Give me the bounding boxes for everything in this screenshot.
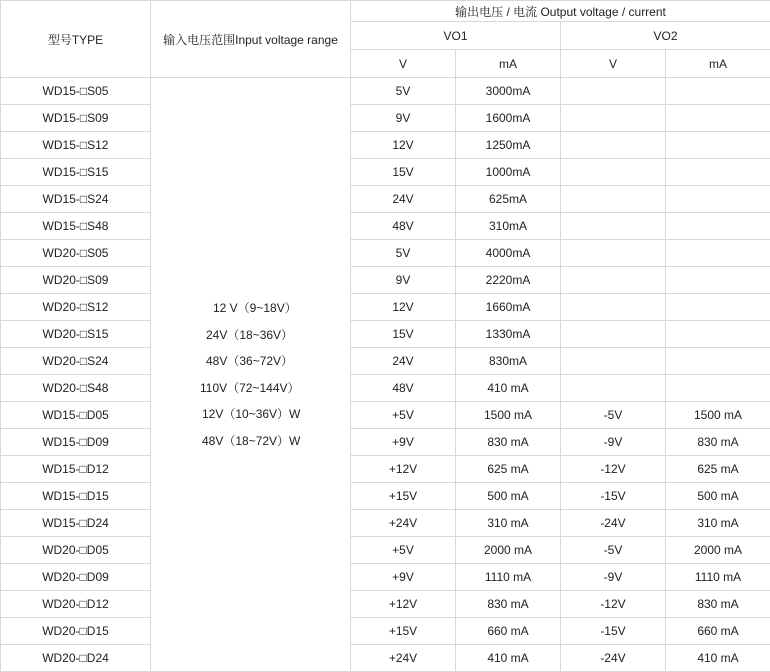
table-row	[1, 429, 770, 456]
vo1-current-cell: 1660mA	[456, 294, 561, 321]
vo2-current-cell: 1500 mA	[666, 402, 770, 429]
model-cell: WD15-□S05	[1, 78, 151, 105]
vo1-header: VO1	[351, 22, 561, 50]
input-voltage-column-header: 输入电压范围Input voltage range	[151, 1, 351, 78]
vo2-current-cell: 660 mA	[666, 618, 770, 645]
vo2-current-cell: 625 mA	[666, 456, 770, 483]
vo2-voltage-cell: -24V	[561, 645, 666, 672]
vo2-current-cell	[666, 348, 770, 375]
vo1-current-cell: 310 mA	[456, 510, 561, 537]
output-column-header: 输出电压 / 电流 Output voltage / current	[351, 1, 770, 22]
vo2-current-cell: 310 mA	[666, 510, 770, 537]
vo1-current-cell: 830 mA	[456, 591, 561, 618]
model-cell: WD20-□S15	[1, 321, 151, 348]
vo1-current-cell: 1250mA	[456, 132, 561, 159]
input-range-item: 24V（18~36V）	[151, 322, 350, 349]
vo1-current-cell: 1500 mA	[456, 402, 561, 429]
vo2-voltage-cell	[561, 78, 666, 105]
input-range-item: 12V（10~36V）W	[151, 401, 350, 428]
model-cell: WD15-□S24	[1, 186, 151, 213]
vo2-header: VO2	[561, 22, 770, 50]
vo2-current-cell: 830 mA	[666, 429, 770, 456]
vo2-voltage-cell: -15V	[561, 483, 666, 510]
vo1-current-cell: 410 mA	[456, 645, 561, 672]
vo2-voltage-cell: -9V	[561, 564, 666, 591]
vo1-current-cell: 660 mA	[456, 618, 561, 645]
table-row	[1, 645, 770, 672]
vo1-voltage-cell: +24V	[351, 645, 456, 672]
vo1-voltage-cell: +24V	[351, 510, 456, 537]
table-header	[1, 1, 770, 78]
vo2-voltage-cell	[561, 213, 666, 240]
vo2-current-cell	[666, 267, 770, 294]
model-cell: WD15-□D09	[1, 429, 151, 456]
model-cell: WD15-□D15	[1, 483, 151, 510]
table-row	[1, 321, 770, 348]
table-row	[1, 456, 770, 483]
table-row	[1, 78, 770, 105]
vo2-voltage-cell	[561, 132, 666, 159]
vo2-current-cell: 1110 mA	[666, 564, 770, 591]
vo1-current-cell: 3000mA	[456, 78, 561, 105]
table-row	[1, 105, 770, 132]
model-cell: WD15-□S48	[1, 213, 151, 240]
model-cell: WD15-□D05	[1, 402, 151, 429]
model-cell: WD15-□D12	[1, 456, 151, 483]
table-row	[1, 618, 770, 645]
table-row	[1, 240, 770, 267]
vo2-voltage-cell	[561, 240, 666, 267]
table-row	[1, 348, 770, 375]
vo2-current-cell	[666, 294, 770, 321]
input-range-item: 12 V（9~18V）	[151, 295, 350, 322]
table-row	[1, 186, 770, 213]
vo2-current-cell	[666, 240, 770, 267]
vo1-current-cell: 1110 mA	[456, 564, 561, 591]
vo2-voltage-cell	[561, 321, 666, 348]
table-row	[1, 294, 770, 321]
table-row	[1, 159, 770, 186]
vo2-current-cell: 500 mA	[666, 483, 770, 510]
vo1-voltage-cell: +9V	[351, 429, 456, 456]
vo1-voltage-cell: 5V	[351, 240, 456, 267]
table-row	[1, 213, 770, 240]
vo1-current-cell: 310mA	[456, 213, 561, 240]
vo1-voltage-cell: 15V	[351, 159, 456, 186]
vo1-voltage-cell: 48V	[351, 375, 456, 402]
vo1-current-cell: 1330mA	[456, 321, 561, 348]
model-cell: WD20-□S05	[1, 240, 151, 267]
vo1-voltage-cell: +12V	[351, 456, 456, 483]
table-row	[1, 402, 770, 429]
vo2-current-cell	[666, 186, 770, 213]
vo1-voltage-cell: +15V	[351, 618, 456, 645]
vo1-voltage-cell: 24V	[351, 186, 456, 213]
input-range-cell	[151, 78, 351, 672]
vo1-voltage-cell: +9V	[351, 564, 456, 591]
vo1-current-cell: 830mA	[456, 348, 561, 375]
vo2-voltage-cell	[561, 348, 666, 375]
model-cell: WD20-□D12	[1, 591, 151, 618]
vo2-current-cell	[666, 375, 770, 402]
vo2-voltage-cell	[561, 267, 666, 294]
table-row	[1, 267, 770, 294]
table-row	[1, 375, 770, 402]
table-row	[1, 132, 770, 159]
vo2-current-cell	[666, 132, 770, 159]
vo1-voltage-cell: +5V	[351, 537, 456, 564]
vo1-voltage-cell: +12V	[351, 591, 456, 618]
vo2-current-cell: 830 mA	[666, 591, 770, 618]
vo1-voltage-cell: 12V	[351, 132, 456, 159]
input-range-item: 48V（18~72V）W	[151, 428, 350, 455]
vo2-voltage-cell: -12V	[561, 456, 666, 483]
vo1-current-cell: 625mA	[456, 186, 561, 213]
vo2-voltage-cell: -12V	[561, 591, 666, 618]
vo2-voltage-cell	[561, 159, 666, 186]
vo1-current-cell: 410 mA	[456, 375, 561, 402]
vo1-current-cell: 1600mA	[456, 105, 561, 132]
input-range-item: 110V（72~144V）	[151, 375, 350, 402]
vo1-current-cell: 625 mA	[456, 456, 561, 483]
vo1-voltage-cell: 24V	[351, 348, 456, 375]
vo1-voltage-cell: 9V	[351, 105, 456, 132]
vo1-voltage-cell: 15V	[351, 321, 456, 348]
vo2-current-cell	[666, 78, 770, 105]
model-cell: WD20-□S12	[1, 294, 151, 321]
vo2-voltage-cell: -24V	[561, 510, 666, 537]
table-row	[1, 591, 770, 618]
type-column-header: 型号TYPE	[1, 1, 151, 78]
vo2-voltage-cell: -9V	[561, 429, 666, 456]
table-row	[1, 564, 770, 591]
vo2-current-cell	[666, 321, 770, 348]
vo2-current-cell: 2000 mA	[666, 537, 770, 564]
vo2-current-unit: mA	[666, 50, 770, 78]
model-cell: WD20-□S48	[1, 375, 151, 402]
table-row	[1, 483, 770, 510]
model-cell: WD20-□D24	[1, 645, 151, 672]
vo2-voltage-cell: -15V	[561, 618, 666, 645]
vo2-current-cell	[666, 105, 770, 132]
vo1-voltage-unit: V	[351, 50, 456, 78]
vo1-current-cell: 4000mA	[456, 240, 561, 267]
model-cell: WD20-□D15	[1, 618, 151, 645]
vo2-current-cell	[666, 159, 770, 186]
vo1-current-cell: 1000mA	[456, 159, 561, 186]
vo2-voltage-cell	[561, 186, 666, 213]
vo1-current-cell: 500 mA	[456, 483, 561, 510]
vo1-current-cell: 2220mA	[456, 267, 561, 294]
model-cell: WD15-□D24	[1, 510, 151, 537]
model-cell: WD15-□S09	[1, 105, 151, 132]
vo2-voltage-cell	[561, 375, 666, 402]
vo2-current-cell: 410 mA	[666, 645, 770, 672]
vo2-voltage-unit: V	[561, 50, 666, 78]
model-cell: WD15-□S12	[1, 132, 151, 159]
vo1-voltage-cell: 9V	[351, 267, 456, 294]
input-range-item: 48V（36~72V）	[151, 348, 350, 375]
table-row	[1, 510, 770, 537]
vo2-voltage-cell: -5V	[561, 402, 666, 429]
table-body	[1, 78, 770, 672]
vo1-voltage-cell: 5V	[351, 78, 456, 105]
vo1-voltage-cell: 12V	[351, 294, 456, 321]
vo1-current-cell: 830 mA	[456, 429, 561, 456]
vo2-voltage-cell	[561, 294, 666, 321]
model-cell: WD20-□S09	[1, 267, 151, 294]
vo1-current-unit: mA	[456, 50, 561, 78]
model-cell: WD15-□S15	[1, 159, 151, 186]
vo1-voltage-cell: 48V	[351, 213, 456, 240]
model-cell: WD20-□D09	[1, 564, 151, 591]
model-cell: WD20-□D05	[1, 537, 151, 564]
vo1-current-cell: 2000 mA	[456, 537, 561, 564]
vo2-current-cell	[666, 213, 770, 240]
vo1-voltage-cell: +15V	[351, 483, 456, 510]
vo2-voltage-cell: -5V	[561, 537, 666, 564]
model-cell: WD20-□S24	[1, 348, 151, 375]
table-row	[1, 537, 770, 564]
vo2-voltage-cell	[561, 105, 666, 132]
vo1-voltage-cell: +5V	[351, 402, 456, 429]
